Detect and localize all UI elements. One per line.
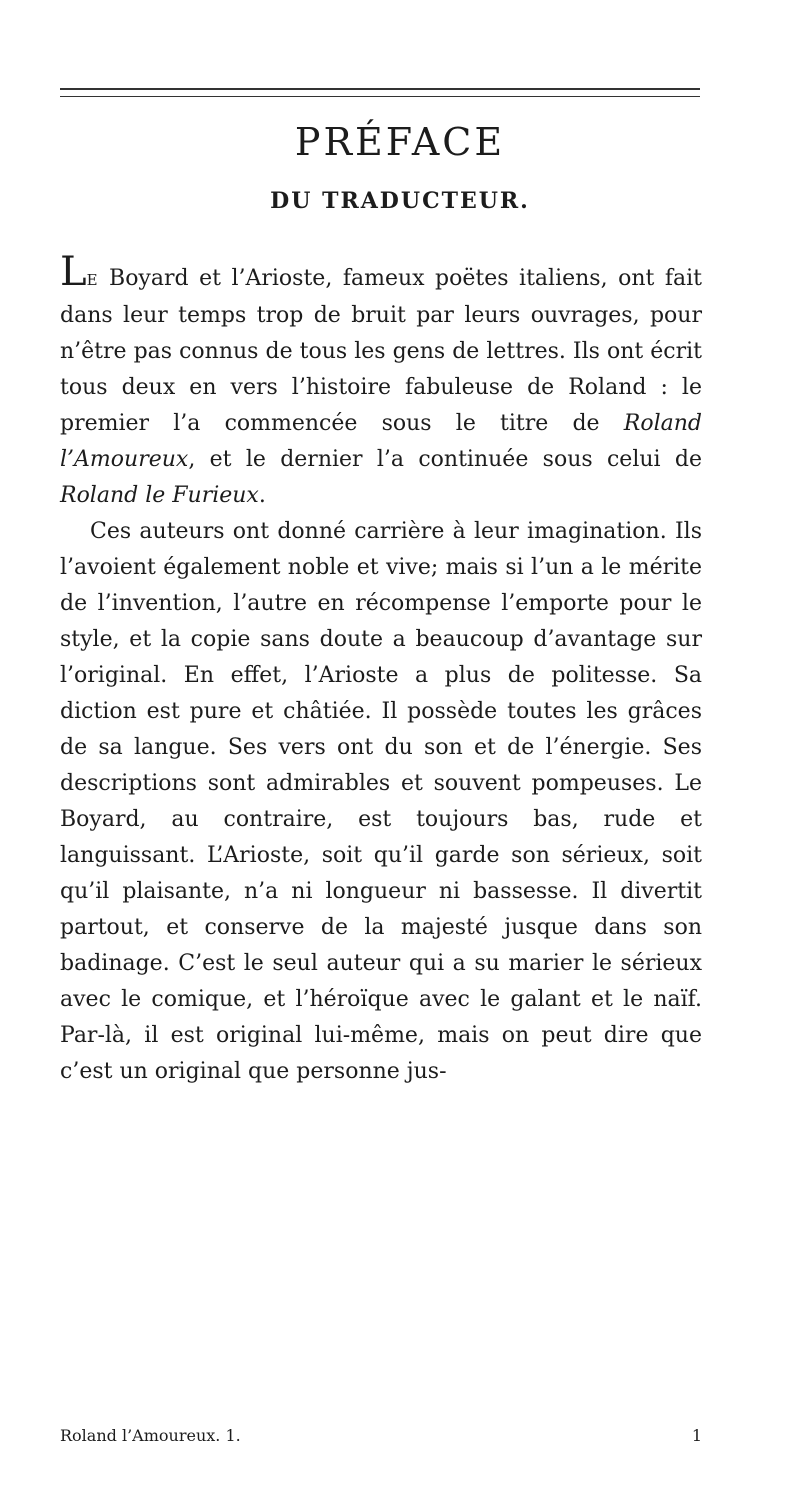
paragraph-1-text-a: Boyard et l’Arioste, fameux poëtes italiens, ont fait dans leur temps trop de bruit par leurs ouvrages, pour n’être pas connus de tous les gens de lettres. Ils ont écrit tous deux en vers l’histoire fabuleuse de Roland : le premier l’a commencée sous le titre de bbox=[60, 266, 702, 436]
drop-cap: L bbox=[60, 249, 87, 295]
page-title: PRÉFACE bbox=[294, 120, 506, 164]
signature-mark: Roland l’Amoureux. 1. bbox=[60, 1426, 241, 1445]
body-text bbox=[60, 249, 702, 1090]
page-footer bbox=[60, 1426, 702, 1445]
paragraph-1-text-b: , et le dernier l’a continuée sous celui de bbox=[188, 447, 702, 472]
paragraph-1-text-c: . bbox=[258, 483, 266, 508]
paragraph-2: Ces auteurs ont donné carrière à leur imagination. Ils l’avoient également noble et vive; mais si l’un a le mérite de l’invention, l’autre en récompense l’emporte pour le style, et la copie sans doute a beaucoup d’avantage sur l’original. En effet, l’Arioste a plus de politesse. Sa diction est pure et châtiée. Il possède toutes les grâces de sa langue. Ses vers ont du son et de l’énergie. Ses descriptions sont admirables et souvent pompeuses. Le Boyard, au contraire, est toujours bas, rude et languissant. L’Arioste, soit qu’il garde son sérieux, soit qu’il plaisante, n’a ni longueur ni bassesse. Il divertit partout, et conserve de la majesté jusque dans son badinage. C’est le seul auteur qui a su marier le sérieux avec le comique, et l’héroïque avec le galant et le naïf. Par-là, il est original lui-même, mais on peut dire que c’est un original que personne jus- bbox=[60, 519, 702, 1084]
page-subtitle: DU TRADUCTEUR. bbox=[270, 188, 530, 214]
work-title-amoureux: Roland l’Amoureux bbox=[60, 411, 702, 472]
folio-number: 1 bbox=[691, 1426, 702, 1445]
work-title-furieux: Roland le Furieux bbox=[60, 483, 259, 508]
top-rule-thin bbox=[60, 96, 700, 97]
top-rule-thick bbox=[60, 88, 700, 90]
small-caps: E bbox=[86, 271, 99, 289]
paragraph-1 bbox=[60, 249, 702, 514]
